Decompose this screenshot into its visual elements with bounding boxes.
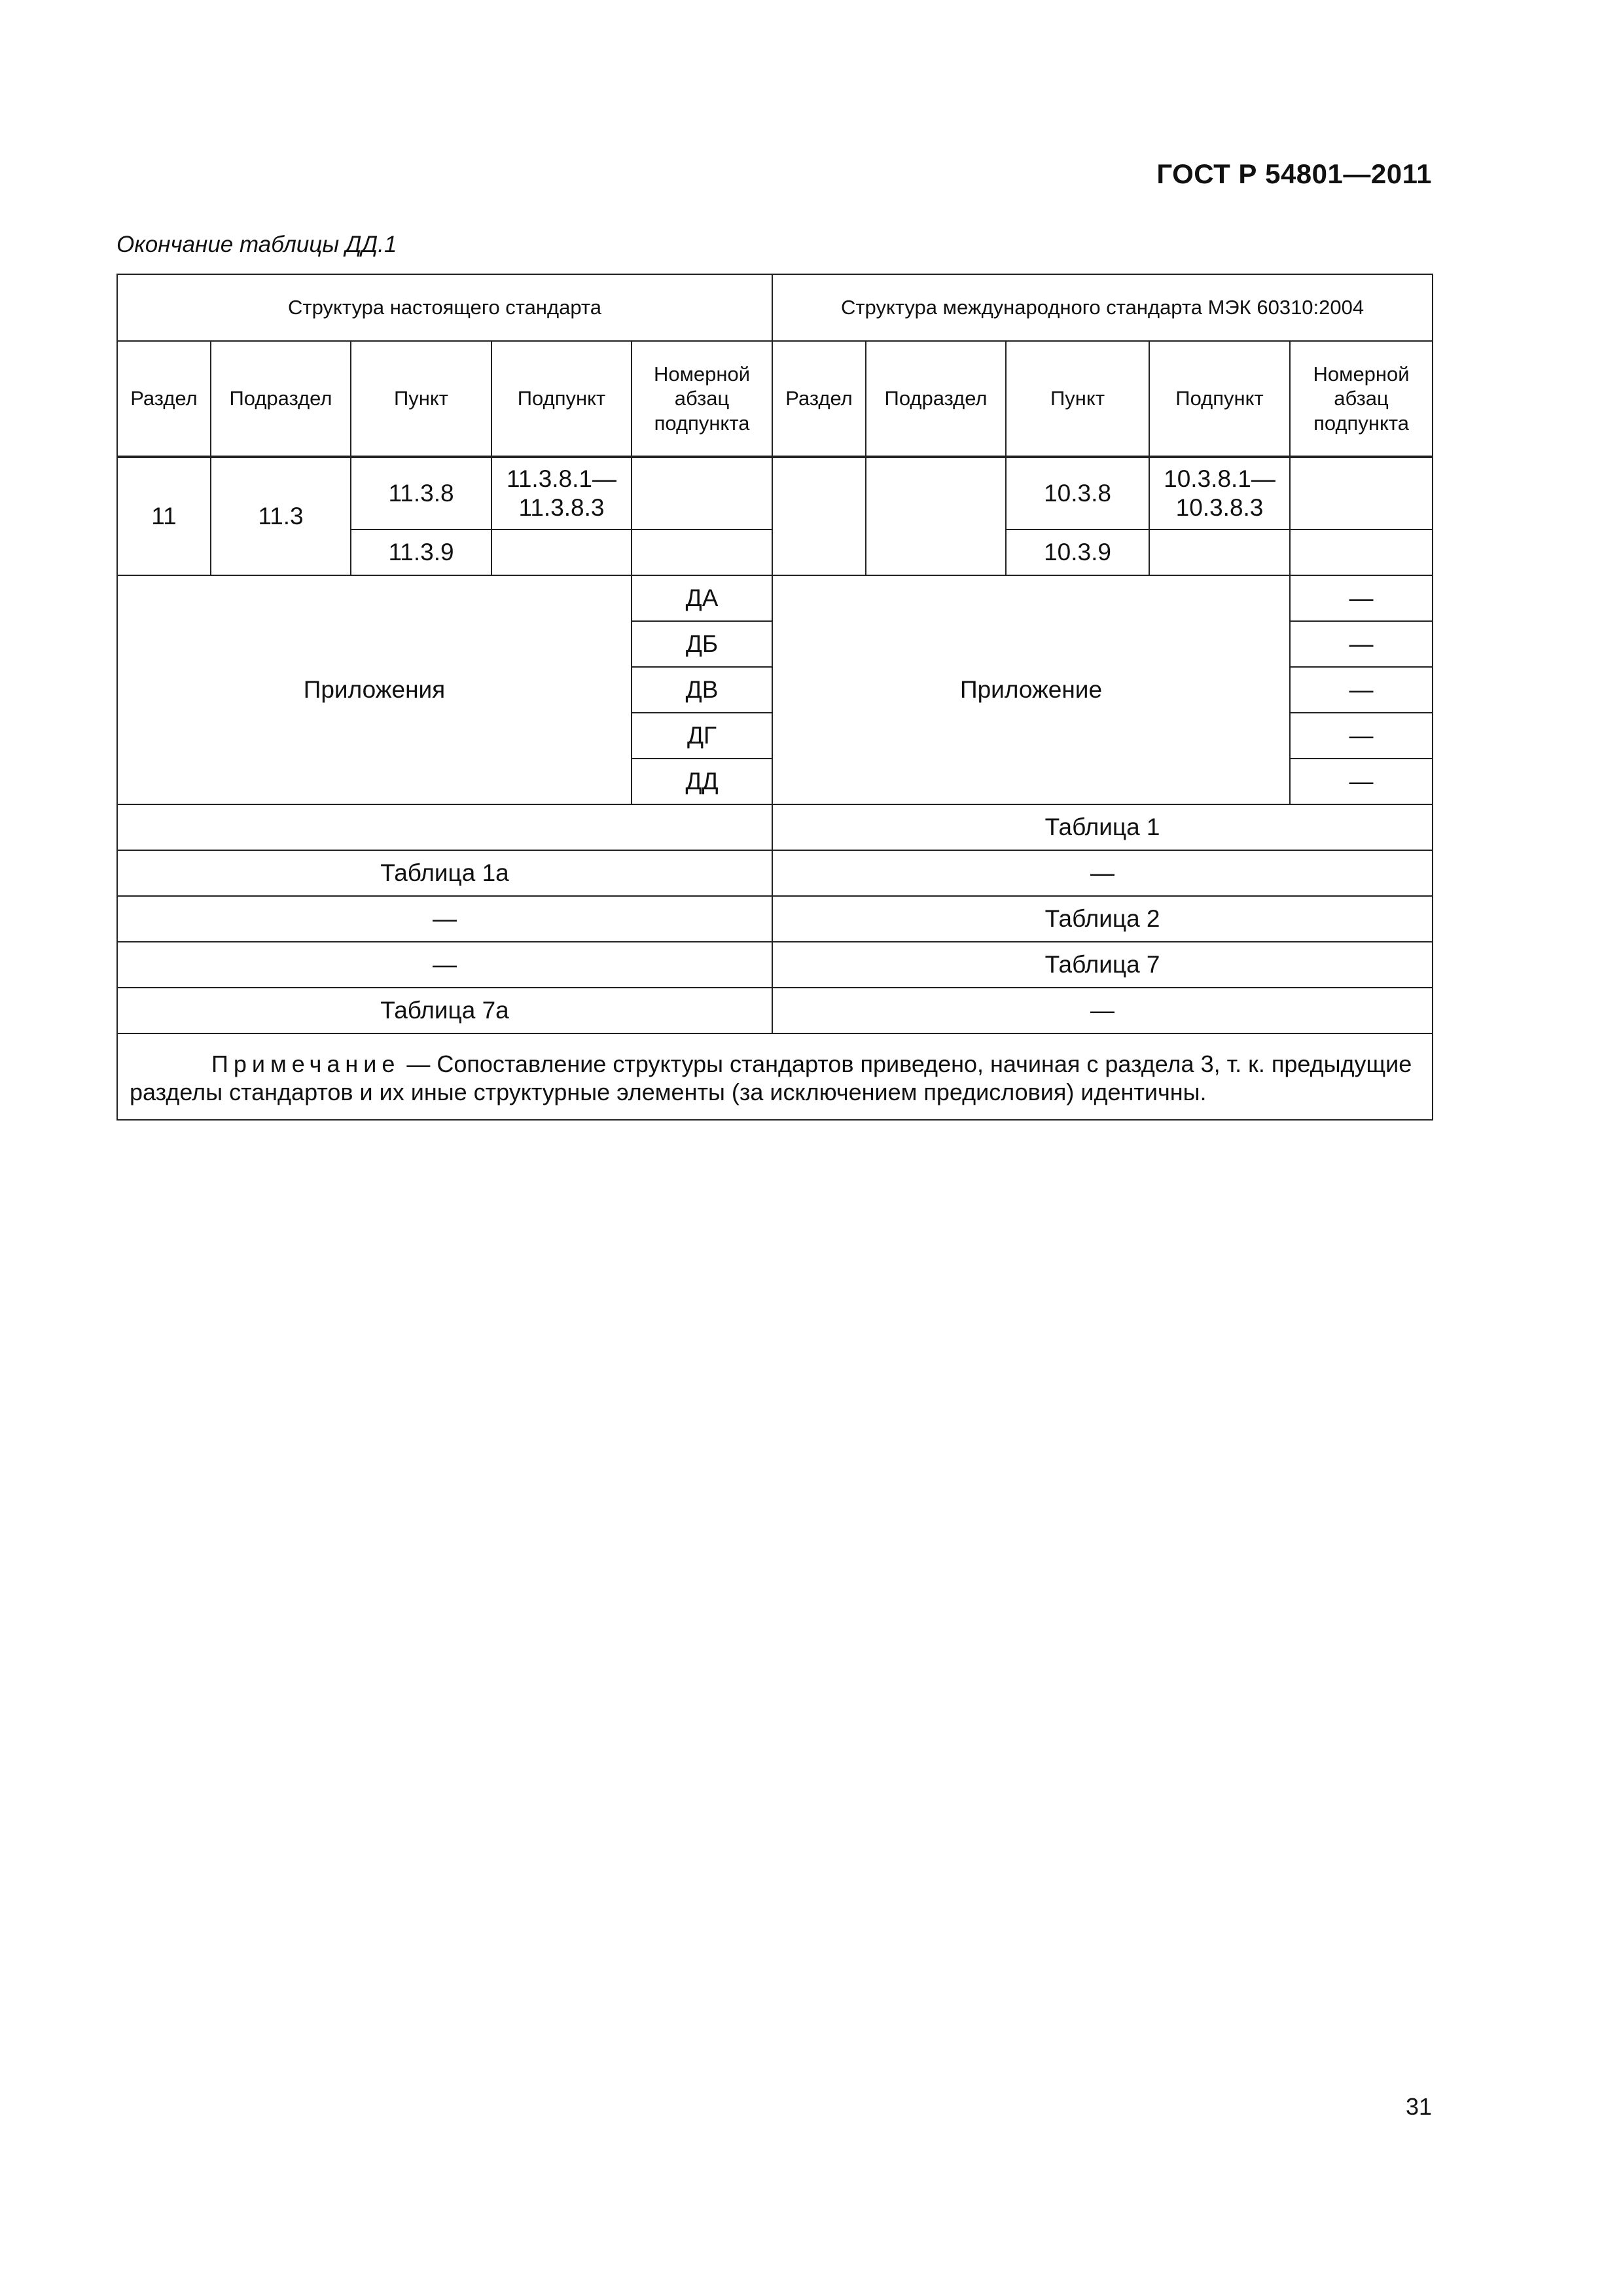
document-id: ГОСТ Р 54801—2011 [1156,158,1432,189]
annex-label-international: Приложение [772,575,1290,804]
col-header-abzac-intl [1290,341,1433,456]
group-header-row [117,274,1433,341]
cell-podpunkt [491,457,632,529]
table-national: — [117,896,772,942]
cell-podpunkt-line: 10.3.8.3 [1175,494,1264,521]
cell-podpunkt-intl [1149,457,1290,529]
page-number: 31 [1405,2093,1432,2120]
cell-punkt-intl: 10.3.8 [1006,457,1149,529]
col-header-razdel: Раздел [117,341,211,456]
table-mapping-row [117,804,1433,850]
note-text: — Сопоставление структуры стандартов приведено, начиная с раздела 3, т. к. предыдущие разделы стандартов и их иные структурные элементы (за исключением предисловия) идентичны. [130,1050,1412,1106]
group-header-national: Структура настоящего стандарта [117,274,772,341]
annex-intl-value: — [1290,759,1433,804]
cell-punkt: 11.3.9 [351,529,491,575]
annex-intl-value: — [1290,575,1433,621]
col-header-abzac-line: Номерной [1313,363,1410,386]
col-header-abzac [632,341,772,456]
cell-abzac [632,529,772,575]
col-header-punkt-intl: Пункт [1006,341,1149,456]
col-header-abzac-line: Номерной [653,363,751,386]
table-national [117,804,772,850]
col-header-abzac-line: подпункта [654,411,750,435]
cell-podpunkt-line: 10.3.8.1— [1164,465,1275,492]
cell-podrazdel-intl [866,457,1006,575]
table-international: Таблица 2 [772,896,1433,942]
cell-podpunkt-line: 11.3.8.1— [507,465,616,492]
annex-row [117,575,1433,621]
col-header-abzac-line: абзац [674,387,730,410]
annex-letter: ДА [632,575,772,621]
col-header-podpunkt: Подпункт [491,341,632,456]
cell-podrazdel: 11.3 [211,457,351,575]
table-note [117,1033,1433,1120]
cell-podpunkt-intl [1149,529,1290,575]
annex-letter: ДГ [632,713,772,759]
cell-abzac [632,457,772,529]
table-mapping-row [117,988,1433,1033]
table-international: — [772,988,1433,1033]
table-mapping-row [117,896,1433,942]
group-header-international: Структура международного стандарта МЭК 60310:2004 [772,274,1433,341]
table-row [117,457,1433,529]
table-international: — [772,850,1433,896]
table-international: Таблица 1 [772,804,1433,850]
col-header-abzac-line: подпункта [1313,411,1409,435]
annex-letter: ДВ [632,667,772,713]
table-national: Таблица 7а [117,988,772,1033]
table-national: Таблица 1а [117,850,772,896]
cell-razdel-intl [772,457,866,575]
annex-letter: ДД [632,759,772,804]
column-header-row [117,341,1433,456]
col-header-abzac-line: абзац [1334,387,1389,410]
col-header-podpunkt-intl: Подпункт [1149,341,1290,456]
col-header-razdel-intl: Раздел [772,341,866,456]
table-international: Таблица 7 [772,942,1433,988]
annex-intl-value: — [1290,621,1433,667]
comparison-table [116,274,1433,1121]
cell-abzac-intl [1290,529,1433,575]
cell-podpunkt [491,529,632,575]
table-mapping-row [117,850,1433,896]
cell-abzac-intl [1290,457,1433,529]
col-header-podrazdel: Подраздел [211,341,351,456]
col-header-podrazdel-intl: Подраздел [866,341,1006,456]
annexes-label-national: Приложения [117,575,632,804]
cell-punkt: 11.3.8 [351,457,491,529]
cell-podpunkt-line: 11.3.8.3 [518,494,605,521]
annex-intl-value: — [1290,667,1433,713]
annex-letter: ДБ [632,621,772,667]
col-header-punkt: Пункт [351,341,491,456]
table-national: — [117,942,772,988]
cell-punkt-intl: 10.3.9 [1006,529,1149,575]
table-caption: Окончание таблицы ДД.1 [116,232,397,257]
table-mapping-row [117,942,1433,988]
note-label: Примечание [211,1050,401,1077]
annex-intl-value: — [1290,713,1433,759]
cell-razdel: 11 [117,457,211,575]
note-row [117,1033,1433,1120]
